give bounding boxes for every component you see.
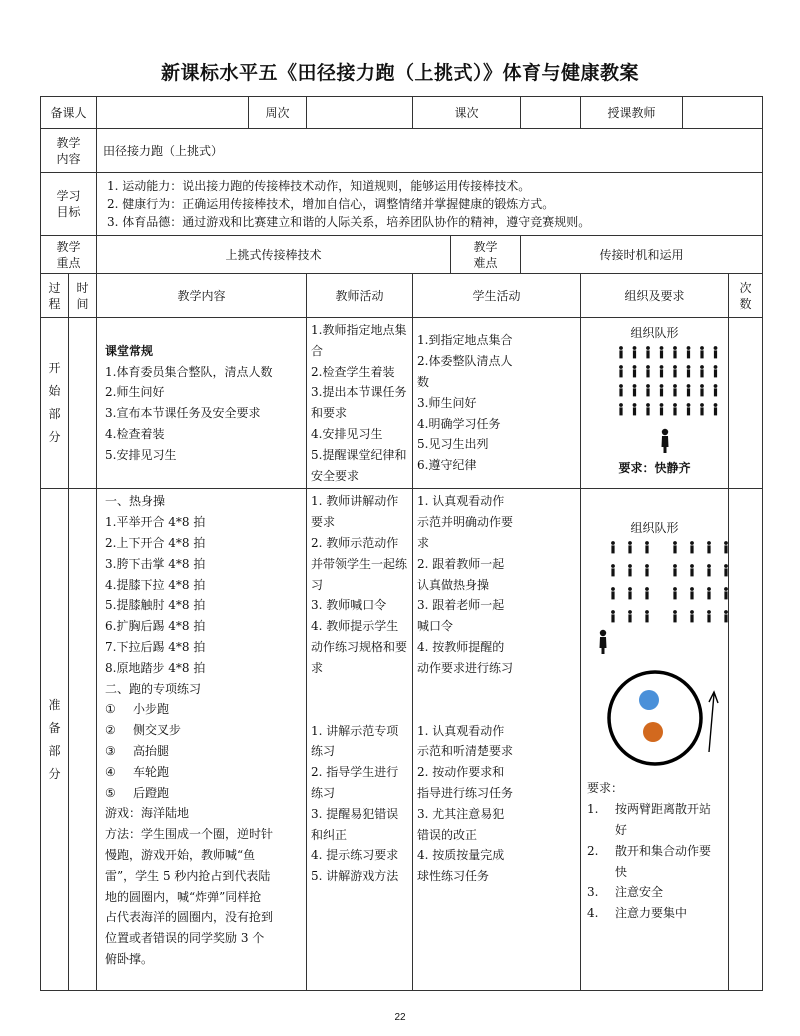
student-figure (700, 365, 704, 377)
formation-title: 组织队形 (630, 326, 679, 340)
teacher-activity-header: 教师活动 (307, 274, 413, 318)
student-figure (611, 564, 615, 576)
teacher-line: 1.教师指定地点集 (311, 323, 407, 337)
count-header: 次 数 (729, 274, 763, 318)
student-line: 2. 跟着教师一起 (417, 556, 505, 571)
page-number: 22 (394, 1012, 406, 1023)
game-line: 占代表海洋的圆圈内，没有抢到 (105, 910, 274, 925)
student-figure (724, 541, 728, 553)
content-line: 1.平举开合 4*8 拍 (105, 515, 206, 530)
drill-item: ② 侧交叉步 (105, 723, 182, 738)
requirements-title: 要求： (587, 781, 624, 796)
student-figure (660, 346, 664, 358)
prep-content (97, 489, 307, 991)
student-figure (611, 587, 615, 599)
student-figure (645, 541, 649, 553)
student-figure (724, 587, 728, 599)
goals-list (97, 173, 763, 236)
teacher-figure (600, 630, 607, 654)
formation-title: 组织队形 (630, 521, 679, 536)
student-figure (633, 403, 637, 415)
goal-item: 1. 运动能力：说出接力跑的传接棒技术动作，知道规则，能够运用传接棒技术。 (107, 179, 531, 193)
header-row (41, 97, 763, 129)
goals-row (41, 173, 763, 236)
prep-student-activity (413, 489, 581, 991)
content-line: 3.胯下击掌 4*8 拍 (105, 556, 206, 571)
teacher-line: 2. 教师示范动作 (311, 535, 399, 550)
student-line: 喊口令 (417, 619, 454, 634)
student-line: 求 (417, 535, 430, 550)
student-line: 6.遵守纪律 (417, 458, 477, 473)
student-line: 错误的改正 (417, 827, 478, 842)
student-line: 4. 按教师提醒的 (417, 639, 505, 654)
content-item: 1.体育委员集合整队，清点人数 (105, 364, 273, 379)
teacher-line: 2.检查学生着装 (311, 364, 395, 379)
teacher-line: 要求 (311, 515, 336, 530)
start-requirement: 要求：快静齐 (618, 461, 691, 475)
student-figure (611, 610, 615, 622)
goals-label: 学习 目标 (41, 173, 97, 236)
prep-section-label: 准 备 部 分 (41, 489, 69, 991)
content-item: 4.检查着装 (105, 426, 165, 441)
teacher-line: 3. 教师喊口令 (311, 598, 387, 613)
teacher-line: 5.提醒课堂纪律和 (311, 447, 407, 462)
formation-diagram (581, 341, 749, 465)
student-figure (714, 365, 718, 377)
student-figure (687, 365, 691, 377)
teacher-line: 和要求 (311, 406, 348, 421)
lesson-plan-table (40, 96, 763, 991)
student-figure (628, 610, 632, 622)
week-value (307, 97, 413, 129)
student-line: 3. 尤其注意易犯 (417, 806, 505, 821)
content-line: 7.下拉后踢 4*8 拍 (105, 639, 206, 654)
prep-requirements (581, 778, 728, 924)
student-figure (700, 384, 704, 396)
student-figure (707, 587, 711, 599)
requirement-item-cont: 好 (615, 822, 628, 837)
organization-header: 组织及要求 (581, 274, 729, 318)
student-figure (714, 403, 718, 415)
teacher-line: 安全要求 (311, 468, 360, 483)
teacher-line: 1. 讲解示范专项 (311, 723, 399, 738)
teacher-line: 2. 指导学生进行 (311, 765, 399, 780)
content-item: 3.宣布本节课任务及安全要求 (105, 406, 261, 421)
student-figure (714, 346, 718, 358)
student-line: 4. 按质按量完成 (417, 848, 505, 863)
start-student-activity (413, 318, 581, 489)
direction-arrow (709, 694, 714, 752)
goal-item: 3. 体育品德：通过游戏和比赛建立和谐的人际关系，培养团队协作的精神，遵守竞赛规则。 (107, 215, 591, 229)
student-figure (707, 541, 711, 553)
time-header: 时 间 (69, 274, 97, 318)
student-figure (673, 365, 677, 377)
student-figure (687, 346, 691, 358)
teacher-label: 授课教师 (581, 97, 683, 129)
student-figure (646, 346, 650, 358)
student-figure (628, 541, 632, 553)
student-figure (619, 384, 623, 396)
student-figure (673, 384, 677, 396)
student-line: 3. 跟着老师一起 (417, 598, 505, 613)
lesson-label: 课次 (413, 97, 521, 129)
student-figure (645, 587, 649, 599)
start-content (97, 318, 307, 489)
goal-item: 2. 健康行为：正确运用传接棒技术，增加自信心，调整情绪并掌握健康的锻炼方式。 (107, 197, 555, 211)
key-points-row (41, 236, 763, 274)
requirement-item: 4. 注意力要集中 (587, 906, 688, 921)
land-circle (639, 690, 659, 710)
student-figure (660, 384, 664, 396)
teacher-line: 3.提出本节课任务 (311, 385, 407, 400)
requirement-item: 3. 注意安全 (587, 885, 664, 900)
game-line: 游戏：海洋陆地 (105, 806, 190, 821)
week-label: 周次 (249, 97, 307, 129)
student-figure (619, 346, 623, 358)
student-line: 2. 按动作要求和 (417, 765, 505, 780)
content-line: 2.上下开合 4*8 拍 (105, 535, 206, 550)
game-line: 方法：学生围成一个圈，逆时针 (105, 827, 274, 842)
start-count-cell (729, 318, 763, 489)
student-figure (690, 587, 694, 599)
teacher-line: 练习 (311, 785, 336, 800)
student-figures (611, 541, 728, 622)
student-figure (633, 346, 637, 358)
preparer-label: 备课人 (41, 97, 97, 129)
content-line: 5.提膝触肘 4*8 拍 (105, 598, 206, 613)
running-circle (609, 672, 701, 764)
student-activity-header: 学生活动 (413, 274, 581, 318)
game-circle-diagram (581, 668, 749, 776)
student-figure (619, 403, 623, 415)
teacher-line: 求 (311, 660, 324, 675)
student-figure (646, 403, 650, 415)
student-figure (714, 384, 718, 396)
student-figure (673, 587, 677, 599)
student-figure (673, 541, 677, 553)
content-item: 2.师生问好 (105, 385, 165, 400)
game-line: 位置或者错误的同学奖励 3 个 (105, 931, 265, 946)
teacher-line: 和纠正 (311, 827, 348, 842)
student-line: 1. 认真观看动作 (417, 494, 505, 509)
content-item: 5.安排见习生 (105, 447, 177, 462)
student-line: 示范和听清楚要求 (417, 744, 514, 759)
content-row (41, 129, 763, 173)
prep-count-cell (729, 489, 763, 991)
content-line: 6.扩胸后踢 4*8 拍 (105, 619, 206, 634)
student-figure (645, 610, 649, 622)
column-header-row (41, 274, 763, 318)
student-figure (628, 587, 632, 599)
student-figure (646, 365, 650, 377)
student-line: 1.到指定地点集合 (417, 333, 513, 348)
drill-item: ⑤ 后蹬跑 (105, 785, 170, 800)
teacher-line: 5. 讲解游戏方法 (311, 869, 399, 884)
student-line: 认真做热身操 (417, 577, 490, 592)
student-line: 指导进行练习任务 (417, 785, 514, 800)
student-line: 2.体委整队清点人 (417, 354, 513, 369)
student-figure (673, 403, 677, 415)
student-figure (724, 564, 728, 576)
student-figure (673, 564, 677, 576)
teacher-value (683, 97, 763, 129)
student-figure (724, 610, 728, 622)
student-line: 1. 认真观看动作 (417, 723, 505, 738)
student-figure (707, 610, 711, 622)
student-figure (660, 365, 664, 377)
game-line: 俯卧撑。 (105, 951, 154, 966)
focus-value: 上挑式传接棒技术 (97, 236, 451, 274)
prep-teacher-activity (307, 489, 413, 991)
start-organization (581, 318, 729, 489)
student-figure (707, 564, 711, 576)
teacher-line: 3. 提醒易犯错误 (311, 806, 399, 821)
routine-title: 课堂常规 (105, 343, 154, 358)
difficulty-label: 教学 难点 (451, 236, 521, 274)
prep-time-cell (69, 489, 97, 991)
student-figure (690, 610, 694, 622)
student-figure (611, 541, 615, 553)
teacher-line: 动作练习规格和要 (311, 639, 408, 654)
ocean-circle (643, 722, 663, 742)
lesson-value (521, 97, 581, 129)
student-line: 示范并明确动作要 (417, 515, 514, 530)
student-figure (687, 384, 691, 396)
prep-organization (581, 489, 729, 991)
student-figure (633, 384, 637, 396)
student-line: 3.师生问好 (417, 395, 477, 410)
teacher-figure (662, 429, 669, 453)
content-line: 4.提膝下拉 4*8 拍 (105, 577, 206, 592)
content-line: 一、热身操 (105, 494, 166, 509)
teacher-line: 并带领学生一起练 (311, 556, 408, 571)
teacher-line: 习 (311, 577, 324, 592)
student-figures (619, 346, 717, 415)
content-line: 二、跑的专项练习 (105, 681, 202, 696)
preparer-value (97, 97, 249, 129)
student-figure (700, 346, 704, 358)
student-figure (646, 384, 650, 396)
drill-item: ④ 车轮跑 (105, 764, 170, 779)
requirement-item: 1. 按两臂距离散开站 (587, 802, 712, 817)
start-teacher-activity (307, 318, 413, 489)
student-figure (673, 610, 677, 622)
difficulty-value: 传接时机和运用 (521, 236, 763, 274)
student-figure (690, 541, 694, 553)
start-time-cell (69, 318, 97, 489)
teacher-line: 练习 (311, 744, 336, 759)
game-line: 慢跑，游戏开始，教师喊“鱼 (105, 847, 256, 862)
student-figure (628, 564, 632, 576)
content-value: 田径接力跑（上挑式） (97, 129, 763, 173)
game-line: 地的圆圈内，喊“炸弹”同样抢 (105, 889, 262, 904)
teacher-line: 合 (311, 343, 324, 358)
student-line: 球性练习任务 (417, 869, 490, 884)
teacher-line: 1. 教师讲解动作 (311, 494, 399, 509)
requirement-item-cont: 快 (615, 864, 628, 879)
requirement-item: 2. 散开和集合动作要 (587, 843, 712, 858)
prep-section-row (41, 489, 763, 991)
drill-item: ③ 高抬腿 (105, 743, 170, 758)
student-figure (619, 365, 623, 377)
student-figure (645, 564, 649, 576)
student-figure (700, 403, 704, 415)
teacher-line: 4. 提示练习要求 (311, 848, 399, 863)
student-figure (687, 403, 691, 415)
student-line: 5.见习生出列 (417, 437, 489, 452)
warmup-formation-diagram (581, 536, 749, 664)
start-section-row (41, 318, 763, 489)
student-line: 数 (417, 374, 430, 389)
teacher-line: 4.安排见习生 (311, 426, 383, 441)
content-line: 8.原地踏步 4*8 拍 (105, 660, 206, 675)
student-figure (660, 403, 664, 415)
focus-label: 教学 重点 (41, 236, 97, 274)
page-title: 新课标水平五《田径接力跑（上挑式）》体育与健康教案 (160, 62, 639, 84)
student-figure (690, 564, 694, 576)
content-header: 教学内容 (97, 274, 307, 318)
teacher-line: 4. 教师提示学生 (311, 619, 399, 634)
process-header: 过 程 (41, 274, 69, 318)
student-figure (673, 346, 677, 358)
content-label: 教学 内容 (41, 129, 97, 173)
drill-item: ① 小步跑 (105, 702, 170, 717)
start-section-label: 开 始 部 分 (41, 318, 69, 489)
game-line: 雷”，学生 5 秒内抢占到代表陆 (105, 868, 271, 883)
student-figure (633, 365, 637, 377)
student-line: 4.明确学习任务 (417, 416, 501, 431)
student-line: 动作要求进行练习 (417, 660, 514, 675)
